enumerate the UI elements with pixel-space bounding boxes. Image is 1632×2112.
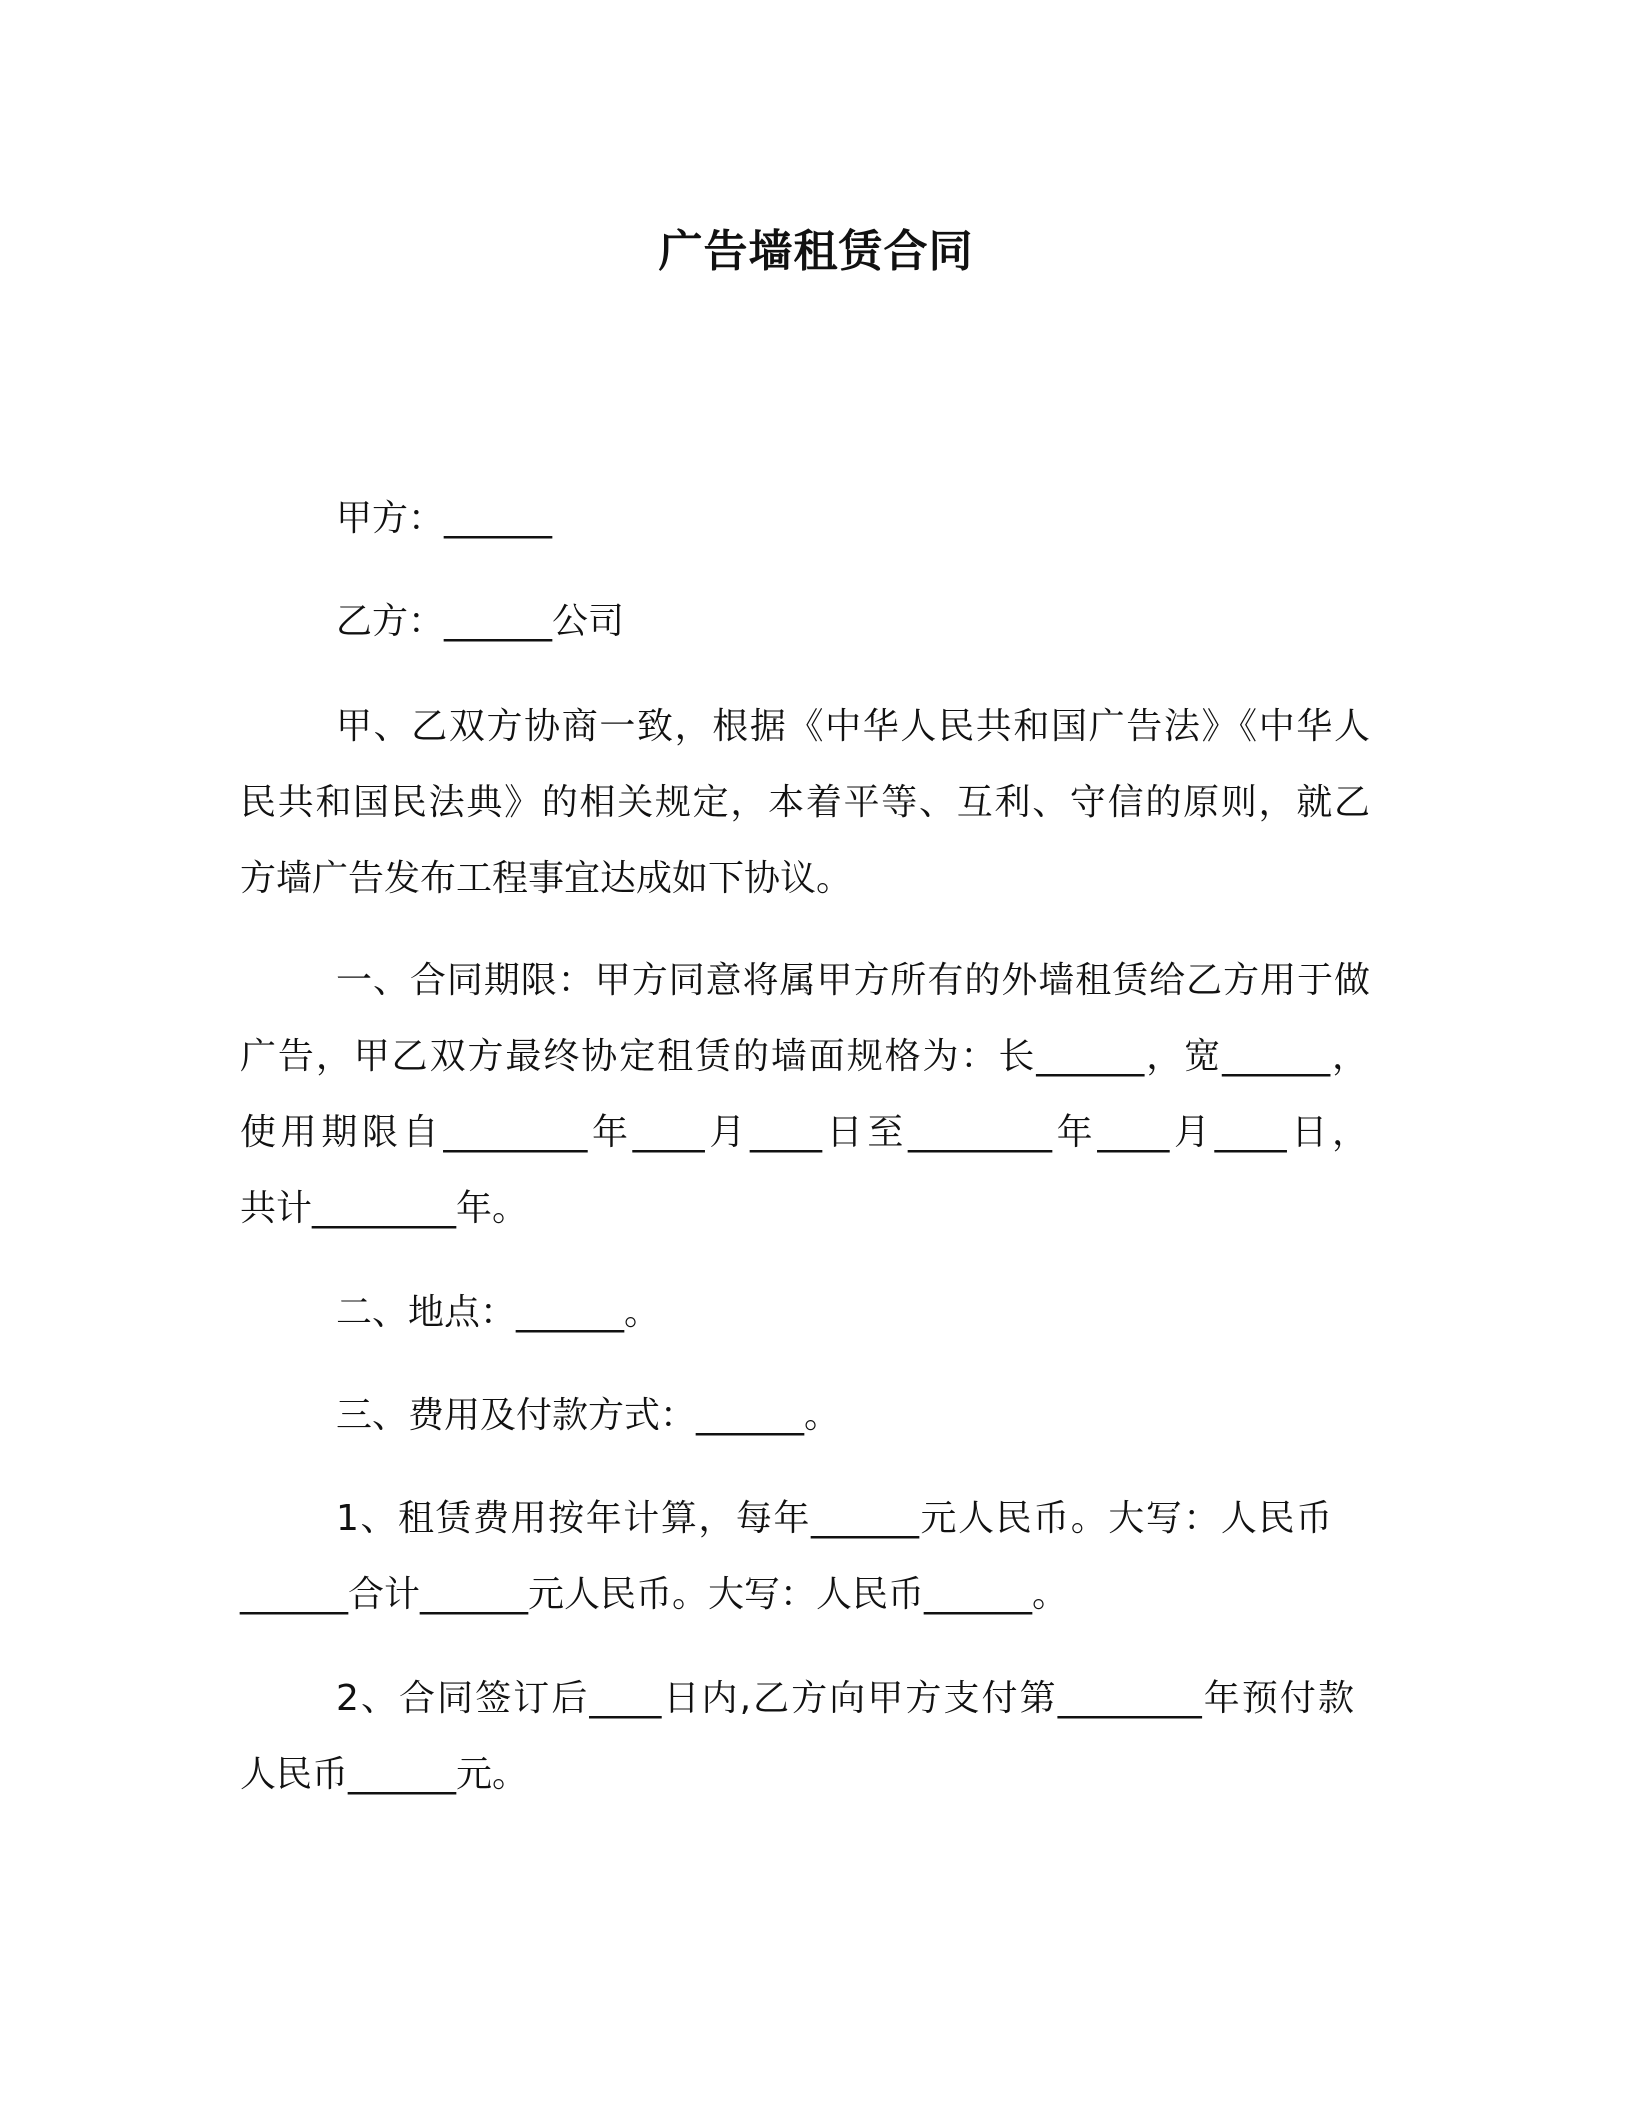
preamble-line-1: 甲、乙双方协商一致，根据《中华人民共和国广告法》《中华人 (336, 706, 1370, 747)
item-1-line-2: ______合计______元人民币。大写：人民币______。 (240, 1574, 1069, 1615)
clause-1-line-1: 一、合同期限：甲方同意将属甲方所有的外墙租赁给乙方用于做 (336, 960, 1370, 1001)
clause-1-line-3: 使用期限自________年____月____日至________年____月____日， (240, 1112, 1368, 1153)
preamble-line-3: 方墙广告发布工程事宜达成如下协议。 (240, 858, 853, 899)
clause-1-line-4: 共计________年。 (240, 1188, 529, 1229)
party-a-line: 甲方：______ (336, 498, 553, 539)
clause-3-line: 三、费用及付款方式：______。 (336, 1395, 841, 1436)
preamble-line-2: 民共和国民法典》的相关规定，本着平等、互利、守信的原则，就乙 (240, 782, 1370, 823)
document-title: 广告墙租赁合同 (658, 226, 974, 277)
party-b-line: 乙方：______公司 (336, 601, 625, 642)
clause-1-line-2: 广告，甲乙双方最终协定租赁的墙面规格为：长______，宽______， (240, 1036, 1368, 1077)
item-2-line-2: 人民币______元。 (240, 1754, 529, 1795)
item-2-line-1: 2、合同签订后____日内,乙方向甲方支付第________年预付款 (336, 1678, 1354, 1719)
clause-2-line: 二、地点：______。 (336, 1292, 661, 1333)
item-1-line-1: 1、租赁费用按年计算，每年______元人民币。大写：人民币 (336, 1498, 1332, 1539)
